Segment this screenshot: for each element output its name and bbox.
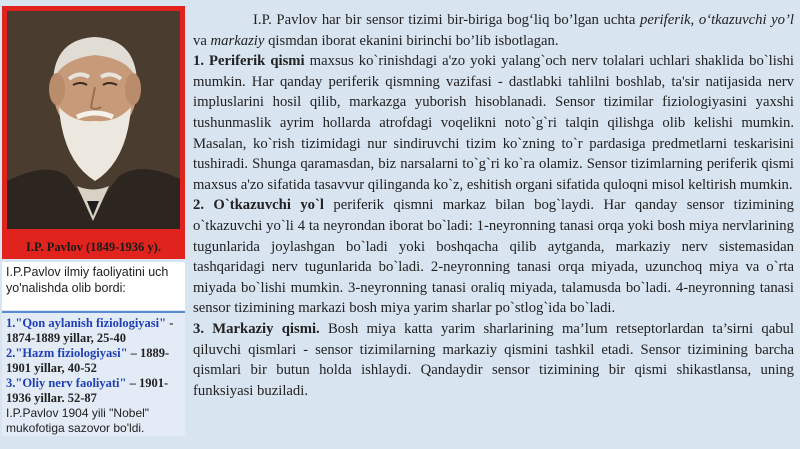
- portrait-frame: [2, 6, 185, 259]
- intro-text: qismdan iborat ekanini birinchi bo’lib isbotlagan.: [264, 32, 559, 49]
- work-item-1: [6, 316, 181, 346]
- work-num: 3.: [6, 376, 16, 390]
- work-title: "Hazm fiziologiyasi": [15, 346, 128, 360]
- work-title: "Qon aylanish fiziologiyasi": [15, 316, 167, 330]
- section-text: periferik qismni markaz bilan bog`laydi. Har qanday sensor tizimining o`tkazuvchi yo`li 4 ta neyrondan iborat bo`ladi: 1-neyronning tanasi orqa yoki bosh miya nervlarining tugunlarida joylashgan bo`ladi yoki boshqacha qilib aytganda, markaziy nerv sistemasidan tashqaridagi nerv tugunlarida bo`ladi. 2-neyronning tanasi orqa miyada, uzunchoq miya va o`rta miyada bo`lishi mumkin. 3-neyronning tanasi oraliq miyada, talamusda bo`ladi. 4-neyronning tanasi sensor tizimining markazi bosh miya yarim sharlar po`stlog`ida bo`ladi.: [193, 197, 794, 317]
- section-heading: 1. Periferik qismi: [193, 53, 305, 70]
- section-heading: 2. O`tkazuvchi yo`l: [193, 197, 324, 214]
- section-text: maxsus ko`rinishdagi a'zo yoki yalang`och nerv tolalari uchlari shaklida bo`lishi mumkin. Har qanday periferik qismning vazifasi - dastlabki tahlilni boshlab, ta'sir natijasida nerv impluslarini hosil qilib, markazga yuborish hisoblanadi. Sensor tizimilar fiziologiyasini yaxshi tushunmaslik ayrim hollarda atrofdagi voqelikni noto`g`ri talqin qilishga olib kelishi mumkin. Masalan, ko`rish tizimidagi nur sindiruvchi tizim ko`zning to`r pardasiga predmetlarni teskarisini tushiradi. Shunga qaramasdan, biz narsalarni to`g`ri ko`ra olamiz. Sensor tizimlarning periferik qismi maxsus a'zo sifatida tasavvur qilinganda ko`z, eshitish organi sifatida quloqni misol keltirish mumkin.: [193, 53, 794, 193]
- work-years: – 1901-1936 yillar. 52-87: [6, 376, 169, 405]
- work-years: – 1889-1901 yillar, 40-52: [6, 346, 170, 375]
- work-title: "Oliy nerv faoliyati": [15, 376, 127, 390]
- work-years: - 1874-1889 yillar, 25-40: [6, 316, 174, 345]
- nobel-note: I.P.Pavlov 1904 yili "Nobel" mukofotiga sazovor bo'ldi.: [6, 406, 150, 435]
- section-markaziy: [193, 319, 794, 401]
- work-item-3: [6, 376, 181, 406]
- portrait-drawing: [7, 11, 180, 229]
- pavlov-portrait-image: [7, 11, 180, 229]
- work-num: 2.: [6, 346, 16, 360]
- intro-paragraph: [193, 10, 794, 51]
- work-item-2: [6, 346, 181, 376]
- intro-emphasis: markaziy: [210, 32, 265, 49]
- portrait-caption: I.P. Pavlov (1849-1936 y).: [26, 240, 161, 254]
- work-num: 1.: [6, 316, 16, 330]
- section-otkazuvchi: [193, 195, 794, 319]
- section-heading: 3. Markaziy qismi.: [193, 320, 320, 337]
- section-text: Bosh miya katta yarim sharlarining ma’lum retseptorlardan ta’sirni qabul qiluvchi qismlari - sensor tizimilarning markaziy qismini tashkil etadi. Sensor tizimining barcha qismlari bir butun holda ishlaydi. Qandaydir sensor tizimining bir qismi shikastlansa, uning funksiyasi buziladi.: [193, 320, 794, 399]
- section-periferik: [193, 51, 794, 195]
- main-text: [193, 10, 794, 401]
- bio-text: I.P.Pavlov ilmiy faoliyatini uch yo'nalishda olib bordi:: [2, 262, 185, 310]
- works-list: [2, 311, 185, 436]
- intro-emphasis: periferik, o‘tkazuvchi yo’l: [639, 12, 794, 28]
- intro-text: va: [193, 32, 211, 49]
- intro-text: I.P. Pavlov har bir sensor tizimi bir-biriga bog‘liq bo’lgan uchta: [253, 12, 640, 28]
